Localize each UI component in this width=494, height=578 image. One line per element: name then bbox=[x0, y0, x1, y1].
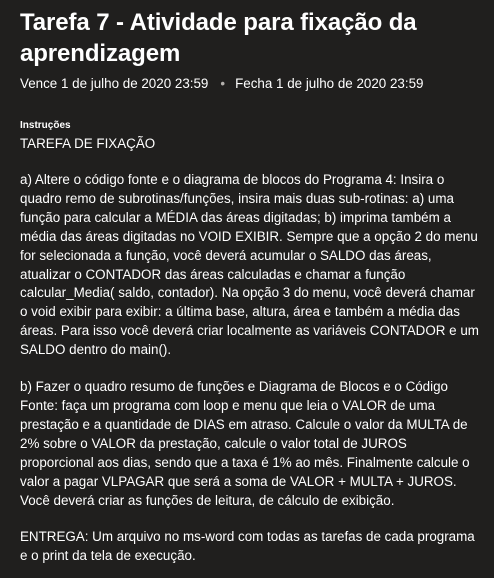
instruction-paragraph-b: b) Fazer o quadro resumo de funções e Diagrama de Blocos e o Código Fonte: faça um programa com loop e menu que leia o VALOR de uma prestação e a quantidade de DIAS em atraso. Calcule o valor da MULTA de 2% sobre o VALOR da prestação, calcule o valor total de JUROS proporcional aos dias, sendo que a taxa é 1% ao mês. Finalmente calcule o valor a pagar VLPAGAR que será a soma de VALOR + MULTA + JUROS. Você deverá criar as funções de leitura, de cálculo de exibição. bbox=[20, 379, 470, 508]
assignment-details bbox=[20, 7, 482, 566]
assignment-title: Tarefa 7 - Atividade para fixação da aprendizagem bbox=[20, 9, 417, 67]
instructions-heading: TAREFA DE FIXAÇÃO bbox=[20, 136, 156, 151]
instructions-label: Instruções bbox=[20, 120, 71, 131]
instruction-paragraph-delivery: ENTREGA: Um arquivo no ms-word com todas as tarefas de cada programa e o print da tela de execução. bbox=[20, 529, 475, 564]
instruction-paragraph-a: a) Altere o código fonte e o diagrama de blocos do Programa 4: Insira o quadro remo de subrotinas/funções, insira mais duas sub-rotinas: a) uma função para calcular a MÉDIA das áreas digitadas; b) imprima também a média das áreas digitadas no VOID EXIBIR. Sempre que a opção 2 do menu for selecionada a função, você deverá acumular o SALDO das áreas, atualizar o CONTADOR das áreas calculadas e chamar a função calcular_Media( saldo, contador). Na opção 3 do menu, você deverá chamar o void exibir para exibir: a última base, altura, área e também a média das áreas. Para isso você deverá criar localmente as variáveis CONTADOR e um SALDO dentro do main(). bbox=[20, 172, 479, 358]
assignment-dates bbox=[20, 75, 482, 93]
due-date: Vence 1 de julho de 2020 23:59 bbox=[20, 76, 209, 91]
separator-dot: • bbox=[220, 76, 226, 91]
close-date: Fecha 1 de julho de 2020 23:59 bbox=[235, 76, 424, 91]
